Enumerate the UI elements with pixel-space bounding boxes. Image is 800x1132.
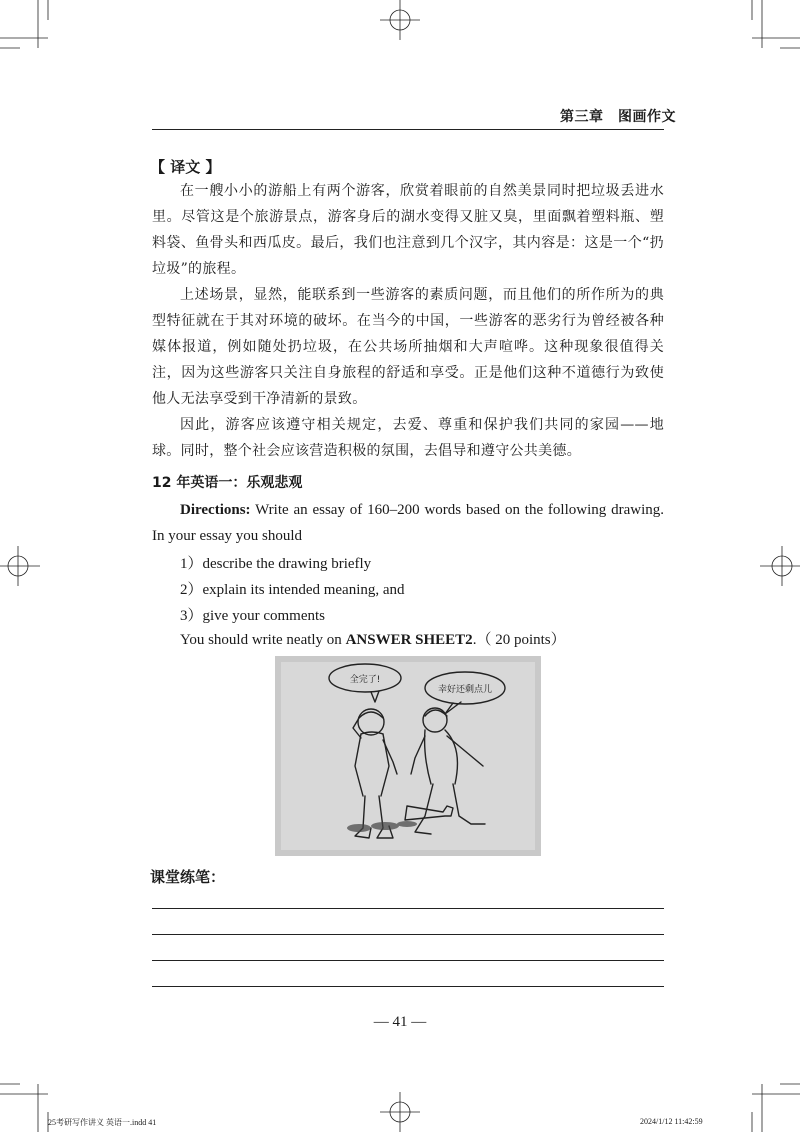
- chapter-title: 第三章 图画作文: [560, 109, 676, 125]
- writing-line: [152, 986, 664, 987]
- page-number: — 41 —: [373, 1014, 427, 1030]
- bubble-right-text: 幸好还剩点儿: [437, 685, 493, 695]
- file-slug: 25考研写作讲义 英语一.indd 41: [48, 1118, 157, 1127]
- translation-paragraph-1: 在一艘小小的游船上有两个游客，欣赏着眼前的自然美景同时把垃圾丢进水里。尽管这是个旅游景点，游客身后的湖水变得又脏又臭，里面飘着塑料瓶、塑料袋、鱼骨头和西瓜皮。最后，我们也注意到几个汉字，其内容是：这是一个“扔垃圾”的旅程。: [152, 183, 664, 277]
- answer-sheet-instruction: [180, 628, 566, 649]
- writing-line: [152, 908, 664, 909]
- writing-line: [152, 934, 664, 935]
- directions: [152, 497, 664, 549]
- step-2: 2）explain its intended meaning, and: [180, 582, 405, 598]
- translation-label: 【 译文 】: [150, 158, 221, 176]
- directions-text: Write an essay of 160–200 words based on the following drawing. In your essay you should: [152, 502, 664, 544]
- answer-sheet-name: ANSWER SHEET2: [345, 632, 473, 648]
- timestamp: 2024/1/12 11:42:59: [640, 1117, 703, 1126]
- bubble-left-text: 全完了!: [349, 675, 381, 685]
- step-1: 1）describe the drawing briefly: [180, 556, 372, 572]
- writing-line: [152, 960, 664, 961]
- directions-label: Directions:: [180, 502, 251, 518]
- exam-title: 12 年英语一：乐观悲观: [152, 475, 303, 491]
- header-rule: [152, 129, 664, 130]
- step-3: 3）give your comments: [180, 608, 325, 624]
- translation-paragraph-2: 上述场景，显然，能联系到一些游客的素质问题，而且他们的所作所为的典型特征就在于其对环境的破坏。在当今的中国，一些游客的恶劣行为曾经被各种媒体报道，例如随处扔垃圾，在公共场所抽烟和大声喧哗。这种现象很值得关注，因为这些游客只关注自身旅程的舒适和享受。正是他们这种不道德行为致使他人无法享受到干净清新的景致。: [152, 287, 664, 407]
- cartoon-drawing: [275, 656, 541, 856]
- practice-label: 课堂练笔：: [150, 868, 226, 886]
- instruction-suffix: .（ 20 points）: [472, 632, 566, 648]
- translation-paragraph-3: 因此，游客应该遵守相关规定，去爱、尊重和保护我们共同的家园——地球。同时，整个社会应该营造积极的氛围，去倡导和遵守公共美德。: [152, 417, 664, 459]
- instruction-prefix: You should write neatly on: [180, 632, 346, 648]
